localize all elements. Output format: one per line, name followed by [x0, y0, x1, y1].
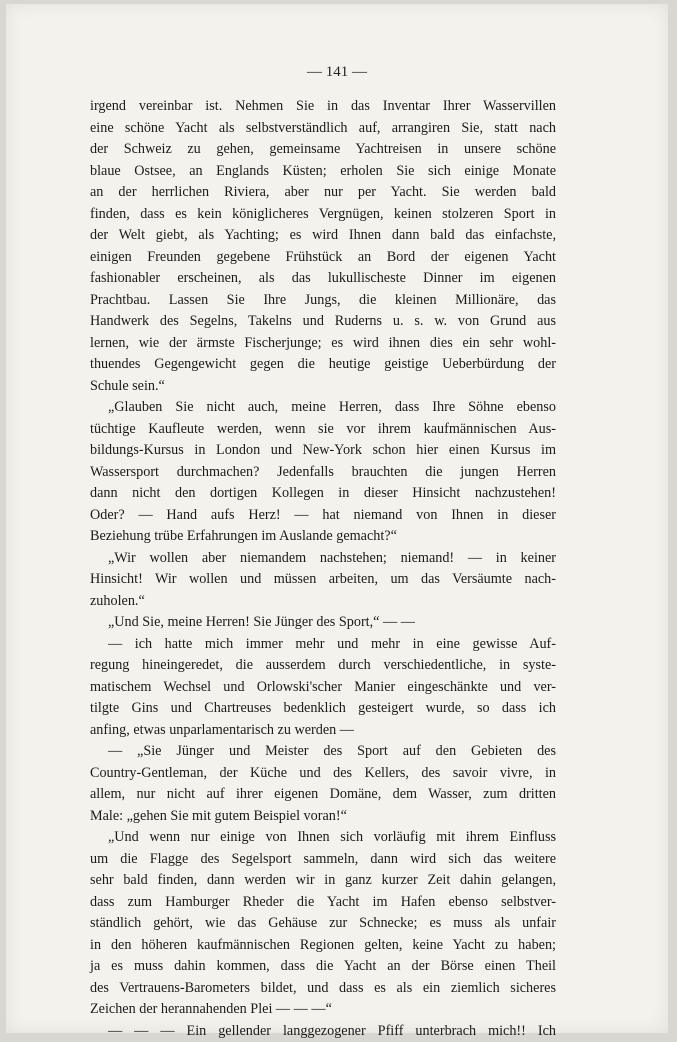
text-line: „Und Sie, meine Herren! Sie Jünger des Sport,“ — —	[90, 612, 556, 634]
text-line: des Vertrauens-Barometers bildet, und dass es als ein ziemlich sicheres	[90, 978, 556, 1000]
text-line: Beziehung trübe Erfahrungen im Auslande gemacht?“	[90, 526, 556, 548]
text-line: bildungs-Kursus in London und New-York schon hier einen Kursus im	[90, 440, 556, 462]
text-line: Male: „gehen Sie mit gutem Beispiel voran!“	[90, 806, 556, 828]
text-line: Prachtbau. Lassen Sie Ihre Jungs, die kleinen Millionäre, das	[90, 290, 556, 312]
text-line: tilgte Gins und Chartreuses bedenklich gesteigert wurde, so dass ich	[90, 698, 556, 720]
text-line: finden, dass es kein königlicheres Vergnügen, keinen stolzeren Sport in	[90, 204, 556, 226]
text-line: sehr bald finden, dann werden wir in ganz kurzer Zeit dahin gelangen,	[90, 870, 556, 892]
text-line: ständlich gehört, wie das Gehäuse zur Schnecke; es muss als unfair	[90, 913, 556, 935]
text-line: irgend vereinbar ist. Nehmen Sie in das Inventar Ihrer Wasservillen	[90, 96, 556, 118]
text-line: Zeichen der herannahenden Plei — — —“	[90, 999, 556, 1021]
text-line: um die Flagge des Segelsport sammeln, dann wird sich das weitere	[90, 849, 556, 871]
text-line: blaue Ostsee, an Englands Küsten; erholen Sie sich einige Monate	[90, 161, 556, 183]
text-line: an der herrlichen Riviera, aber nur per Yacht. Sie werden bald	[90, 182, 556, 204]
text-line: Oder? — Hand aufs Herz! — hat niemand von Ihnen in dieser	[90, 505, 556, 527]
text-line: lernen, wie der ärmste Fischerjunge; es wird ihnen dies ein sehr wohl-	[90, 333, 556, 355]
text-line: „Glauben Sie nicht auch, meine Herren, dass Ihre Söhne ebenso	[90, 397, 556, 419]
text-line: der Welt giebt, als Yachting; es wird Ihnen dann bald das einfachste,	[90, 225, 556, 247]
text-line: fashionabler erscheinen, als das lukullischeste Dinner im eigenen	[90, 268, 556, 290]
body-text	[90, 96, 556, 1042]
text-line: allem, nur nicht auf ihrer eigenen Domäne, dem Wasser, zum dritten	[90, 784, 556, 806]
text-line: Handwerk des Segelns, Takelns und Ruderns u. s. w. von Grund aus	[90, 311, 556, 333]
text-line: einigen Freunden gegebene Frühstück an Bord der eigenen Yacht	[90, 247, 556, 269]
text-line: in den höheren kaufmännischen Regionen gelten, keine Yacht zu haben;	[90, 935, 556, 957]
text-line: matischem Wechsel und Orlowski'scher Manier eingeschänkte und ver-	[90, 677, 556, 699]
text-line: — ich hatte mich immer mehr und mehr in eine gewisse Auf-	[90, 634, 556, 656]
page-number: — 141 —	[6, 64, 668, 81]
text-line: ja es muss dahin kommen, dass die Yacht an der Börse einen Theil	[90, 956, 556, 978]
text-line: dass zum Hamburger Rheder die Yacht im Hafen ebenso selbstver-	[90, 892, 556, 914]
text-line: Hinsicht! Wir wollen und müssen arbeiten, um das Versäumte nach-	[90, 569, 556, 591]
text-line: Schule sein.“	[90, 376, 556, 398]
text-line: eine schöne Yacht als selbstverständlich auf, arrangiren Sie, statt nach	[90, 118, 556, 140]
text-line: — „Sie Jünger und Meister des Sport auf den Gebieten des	[90, 741, 556, 763]
text-line: regung hineingeredet, die ausserdem durch verschiedentliche, in syste-	[90, 655, 556, 677]
text-line: „Und wenn nur einige von Ihnen sich vorläufig mit ihrem Einfluss	[90, 827, 556, 849]
text-line: Wassersport durchmachen? Jedenfalls brauchten die jungen Herren	[90, 462, 556, 484]
text-line: thuendes Gegengewicht gegen die heutige geistige Ueberbürdung der	[90, 354, 556, 376]
text-line: „Wir wollen aber niemandem nachstehen; niemand! — in keiner	[90, 548, 556, 570]
text-line: dann nicht den dortigen Kollegen in dieser Hinsicht nachzustehen!	[90, 483, 556, 505]
text-line: zuholen.“	[90, 591, 556, 613]
text-line: der Schweiz zu gehen, gemeinsame Yachtreisen in unsere schöne	[90, 139, 556, 161]
text-line: — — — Ein gellender langgezogener Pfiff unterbrach mich!! Ich	[90, 1021, 556, 1042]
text-line: tüchtige Kaufleute werden, wenn sie vor ihrem kaufmännischen Aus-	[90, 419, 556, 441]
book-page	[6, 4, 668, 1033]
text-line: anfing, etwas unparlamentarisch zu werden —	[90, 720, 556, 742]
text-line: Country-Gentleman, der Küche und des Kellers, des savoir vivre, in	[90, 763, 556, 785]
